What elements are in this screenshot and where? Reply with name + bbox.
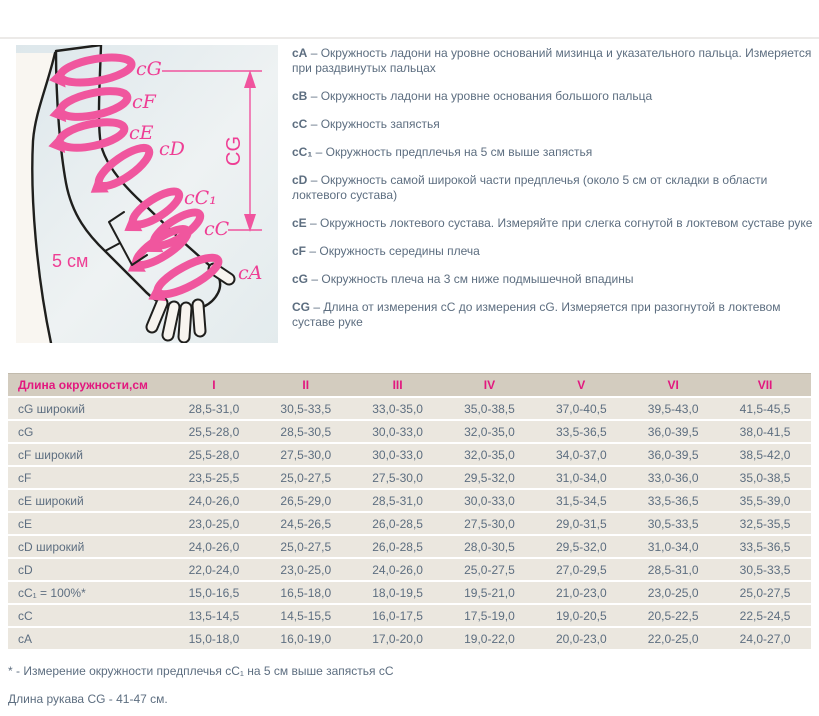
size-range-cell: 27,5-30,0	[352, 467, 444, 488]
table-row	[8, 421, 811, 442]
band-label-cG: cG	[136, 58, 162, 80]
measurement-definitions	[292, 45, 816, 343]
row-label: cC₁ = 100%*	[8, 582, 168, 603]
row-label: cA	[8, 628, 168, 649]
size-range-cell: 23,0-25,0	[627, 582, 719, 603]
size-range-cell: 16,0-19,0	[260, 628, 352, 649]
size-range-cell: 33,5-36,5	[535, 421, 627, 442]
definition-item	[292, 145, 816, 160]
row-label: cF широкий	[8, 444, 168, 465]
size-range-cell: 15,0-18,0	[168, 628, 260, 649]
size-table-wrap	[8, 371, 811, 651]
size-range-cell: 25,0-27,5	[260, 467, 352, 488]
definition-item	[292, 216, 816, 231]
band-label-cA: cA	[238, 262, 263, 284]
size-range-cell: 30,5-33,5	[719, 559, 811, 580]
size-range-cell: 22,0-24,0	[168, 559, 260, 580]
size-range-cell: 30,0-33,0	[444, 490, 536, 511]
illustration-background	[16, 45, 278, 343]
size-range-cell: 19,5-21,0	[444, 582, 536, 603]
table-header-row	[8, 373, 811, 396]
size-range-cell: 16,0-17,5	[352, 605, 444, 626]
band-label-cD: cD	[159, 138, 185, 160]
table-row	[8, 559, 811, 580]
size-range-cell: 30,5-33,5	[260, 398, 352, 419]
size-range-cell: 22,5-24,5	[719, 605, 811, 626]
definition-term: cG	[292, 272, 309, 286]
band-label-cF: cF	[132, 91, 156, 113]
size-range-cell: 15,0-16,5	[168, 582, 260, 603]
size-range-cell: 37,0-40,5	[535, 398, 627, 419]
size-range-cell: 17,0-20,0	[352, 628, 444, 649]
size-range-cell: 27,0-29,5	[535, 559, 627, 580]
row-label: cC	[8, 605, 168, 626]
definition-text: – Окружность локтевого сустава. Измеряйте при слегка согнутой в локтевом суставе руке	[310, 216, 813, 230]
table-row	[8, 628, 811, 649]
definition-item	[292, 173, 816, 203]
size-range-cell: 17,5-19,0	[444, 605, 536, 626]
measurement-section	[16, 45, 816, 343]
size-range-cell: 26,0-28,5	[352, 513, 444, 534]
size-range-cell: 27,5-30,0	[444, 513, 536, 534]
size-range-cell: 24,0-27,0	[719, 628, 811, 649]
row-label: cD широкий	[8, 536, 168, 557]
row-label: cG широкий	[8, 398, 168, 419]
size-column-header: VII	[719, 373, 811, 396]
definition-item	[292, 272, 816, 287]
cg-length-label: CG	[223, 136, 245, 166]
table-row	[8, 398, 811, 419]
definition-text: – Длина от измерения cC до измерения cG. Измеряется при разогнутой в локтевом суставе руке	[292, 300, 781, 329]
size-range-cell: 36,0-39,5	[627, 444, 719, 465]
size-range-cell: 24,5-26,5	[260, 513, 352, 534]
size-range-cell: 29,0-31,5	[535, 513, 627, 534]
row-label: cE	[8, 513, 168, 534]
footnote-sleeve-length: Длина рукава CG - 41-47 см.	[8, 692, 168, 706]
size-table-body	[8, 398, 811, 649]
footnote-asterisk: * - Измерение окружности предплечья cC₁ на 5 см выше запястья cC	[8, 664, 394, 678]
row-label: cF	[8, 467, 168, 488]
size-range-cell: 27,5-30,0	[260, 444, 352, 465]
size-range-cell: 25,5-28,0	[168, 421, 260, 442]
row-label: cG	[8, 421, 168, 442]
size-range-cell: 23,0-25,0	[260, 559, 352, 580]
definition-item	[292, 117, 816, 132]
size-range-cell: 22,0-25,0	[627, 628, 719, 649]
size-range-cell: 32,0-35,0	[444, 444, 536, 465]
row-label: cE широкий	[8, 490, 168, 511]
size-range-cell: 25,0-27,5	[260, 536, 352, 557]
size-column-header: IV	[444, 373, 536, 396]
size-range-cell: 26,5-29,0	[260, 490, 352, 511]
size-range-cell: 35,0-38,5	[444, 398, 536, 419]
size-range-cell: 28,5-30,5	[260, 421, 352, 442]
size-column-header: III	[352, 373, 444, 396]
definition-term: cE	[292, 216, 307, 230]
size-range-cell: 25,5-28,0	[168, 444, 260, 465]
size-range-cell: 24,0-26,0	[168, 536, 260, 557]
size-range-cell: 33,5-36,5	[719, 536, 811, 557]
size-range-cell: 28,5-31,0	[168, 398, 260, 419]
definition-term: cC₁	[292, 145, 313, 159]
size-table	[8, 371, 811, 651]
definition-text: – Окружность предплечья на 5 см выше запястья	[315, 145, 593, 159]
size-range-cell: 24,0-26,0	[168, 490, 260, 511]
definition-item	[292, 300, 816, 330]
table-row	[8, 444, 811, 465]
table-row	[8, 513, 811, 534]
table-row	[8, 605, 811, 626]
size-range-cell: 33,0-35,0	[352, 398, 444, 419]
size-range-cell: 36,0-39,5	[627, 421, 719, 442]
size-range-cell: 34,0-37,0	[535, 444, 627, 465]
band-label-cC: cC	[204, 218, 230, 240]
size-range-cell: 25,0-27,5	[719, 582, 811, 603]
table-row	[8, 490, 811, 511]
table-header-label: Длина окружности,см	[8, 373, 168, 396]
size-range-cell: 35,0-38,5	[719, 467, 811, 488]
size-range-cell: 38,5-42,0	[719, 444, 811, 465]
size-range-cell: 19,0-20,5	[535, 605, 627, 626]
size-range-cell: 18,0-19,5	[352, 582, 444, 603]
size-range-cell: 31,0-34,0	[627, 536, 719, 557]
definition-item	[292, 244, 816, 259]
definition-term: cA	[292, 46, 308, 60]
definition-term: CG	[292, 300, 310, 314]
size-range-cell: 20,0-23,0	[535, 628, 627, 649]
size-range-cell: 23,0-25,0	[168, 513, 260, 534]
size-range-cell: 25,0-27,5	[444, 559, 536, 580]
definition-item	[292, 46, 816, 76]
arm-measurement-illustration	[16, 45, 278, 343]
size-range-cell: 28,0-30,5	[444, 536, 536, 557]
size-range-cell: 23,5-25,5	[168, 467, 260, 488]
size-range-cell: 28,5-31,0	[627, 559, 719, 580]
size-range-cell: 33,5-36,5	[627, 490, 719, 511]
size-range-cell: 41,5-45,5	[719, 398, 811, 419]
size-range-cell: 32,5-35,5	[719, 513, 811, 534]
size-range-cell: 38,0-41,5	[719, 421, 811, 442]
size-range-cell: 14,5-15,5	[260, 605, 352, 626]
size-range-cell: 31,0-34,0	[535, 467, 627, 488]
definition-text: – Окружность ладони на уровне оснований мизинца и указательного пальца. Измеряется при раздвинутых пальцах	[292, 46, 812, 75]
size-column-header: I	[168, 373, 260, 396]
size-range-cell: 39,5-43,0	[627, 398, 719, 419]
definition-text: – Окружность плеча на 3 см ниже подмышечной впадины	[311, 272, 634, 286]
top-divider	[0, 37, 819, 39]
size-range-cell: 30,0-33,0	[352, 421, 444, 442]
size-column-header: II	[260, 373, 352, 396]
band-label-cC1: cC₁	[184, 187, 217, 209]
definition-text: – Окружность середины плеча	[309, 244, 480, 258]
size-range-cell: 30,0-33,0	[352, 444, 444, 465]
definition-term: cD	[292, 173, 308, 187]
definition-text: – Окружность запястья	[310, 117, 440, 131]
size-range-cell: 16,5-18,0	[260, 582, 352, 603]
definition-item	[292, 89, 816, 104]
size-range-cell: 19,0-22,0	[444, 628, 536, 649]
size-range-cell: 21,0-23,0	[535, 582, 627, 603]
definition-term: cB	[292, 89, 308, 103]
table-row	[8, 536, 811, 557]
table-row	[8, 582, 811, 603]
size-range-cell: 13,5-14,5	[168, 605, 260, 626]
size-column-header: VI	[627, 373, 719, 396]
size-range-cell: 26,0-28,5	[352, 536, 444, 557]
row-label: cD	[8, 559, 168, 580]
table-row	[8, 467, 811, 488]
band-label-cE: cE	[129, 122, 154, 144]
size-column-header: V	[535, 373, 627, 396]
size-range-cell: 35,5-39,0	[719, 490, 811, 511]
definition-text: – Окружность ладони на уровне основания большого пальца	[310, 89, 653, 103]
size-range-cell: 32,0-35,0	[444, 421, 536, 442]
size-range-cell: 29,5-32,0	[444, 467, 536, 488]
footnotes	[8, 664, 394, 716]
definition-term: cF	[292, 244, 307, 258]
size-range-cell: 29,5-32,0	[535, 536, 627, 557]
size-range-cell: 31,5-34,5	[535, 490, 627, 511]
definition-term: cC	[292, 117, 308, 131]
size-range-cell: 33,0-36,0	[627, 467, 719, 488]
size-range-cell: 30,5-33,5	[627, 513, 719, 534]
size-range-cell: 20,5-22,5	[627, 605, 719, 626]
definition-text: – Окружность самой широкой части предплечья (около 5 см от складки в области локтевого сустава)	[292, 173, 768, 202]
five-cm-label: 5 см	[52, 251, 89, 271]
size-range-cell: 28,5-31,0	[352, 490, 444, 511]
size-range-cell: 24,0-26,0	[352, 559, 444, 580]
